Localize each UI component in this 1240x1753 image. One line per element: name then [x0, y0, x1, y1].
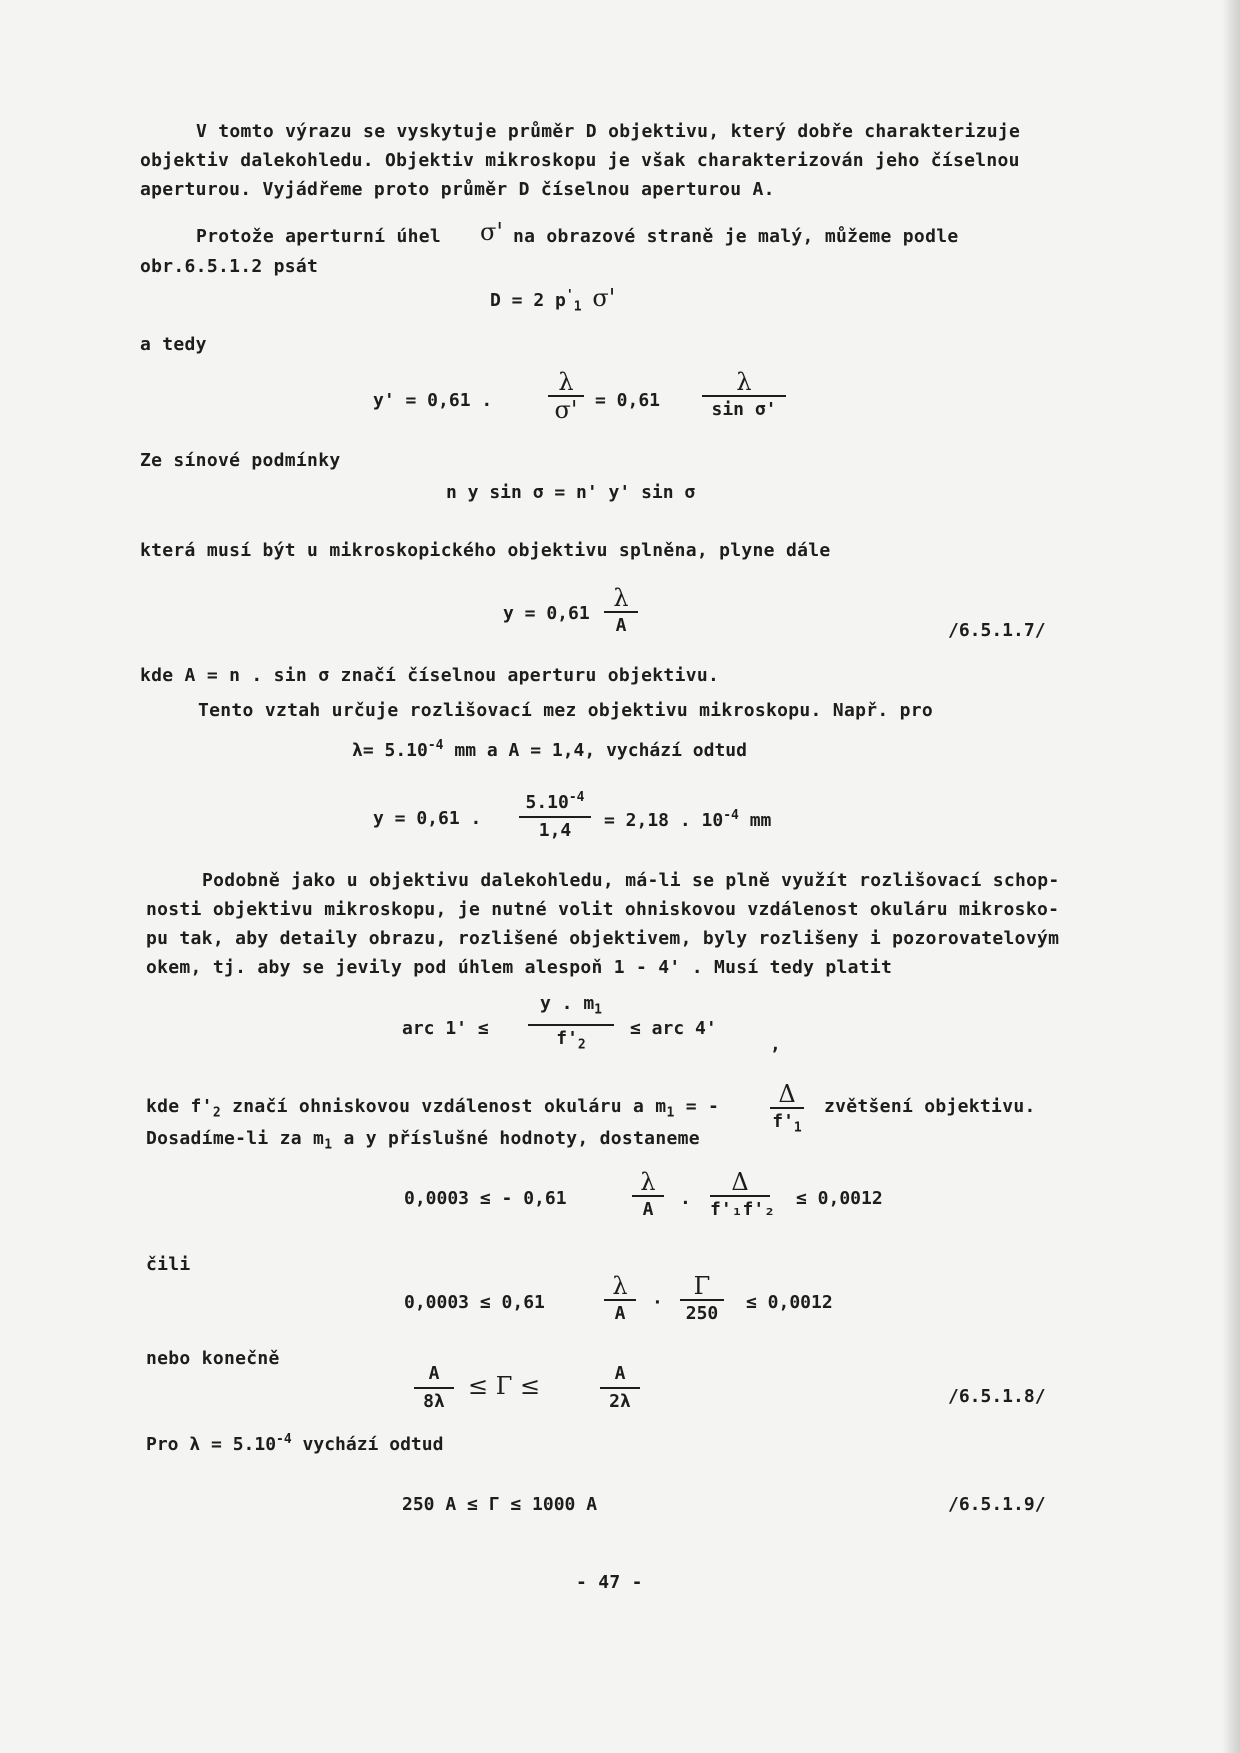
equation-y3-rhs-exp: -4	[723, 808, 739, 823]
fraction-denominator: A	[614, 1303, 626, 1324]
equation-y3-fraction	[519, 786, 591, 843]
page-number: - 47 -	[576, 1572, 643, 1593]
equation-number-6518: /6.5.1.8/	[948, 1386, 1046, 1407]
fraction-denominator-base: f'	[772, 1111, 794, 1132]
dosadime-line	[146, 1128, 700, 1153]
equation-ineq1-lhs: 0,0003 ≤ - 0,61	[404, 1188, 567, 1209]
fraction-bar	[519, 816, 591, 818]
equation-y2-fraction	[604, 586, 638, 638]
fraction-denominator: A	[642, 1199, 654, 1220]
equation-D-sigma: σ'	[592, 284, 616, 312]
sine-condition-after: která musí být u mikroskopického objektivu splněna, plyne dále	[140, 540, 831, 561]
paragraph-2-line-1a: Protože aperturní úhel	[196, 226, 442, 247]
paragraph-3-line-3: pu tak, aby detaily obrazu, rozlišené objektivem, byly rozlišeny i pozorovatelovým	[146, 928, 1060, 949]
paragraph-1-line-2: objektiv dalekohledu. Objektiv mikroskopu je však charakterizován jeho číselnou	[140, 150, 1020, 171]
paragraph-1-line-3: aperturou. Vyjádřeme proto průměr D číselnou aperturou A.	[140, 179, 775, 200]
fraction-numerator-base: y . m	[539, 993, 595, 1014]
pro-line-b: vychází odtud	[291, 1434, 444, 1455]
fraction-numerator: λ	[736, 368, 752, 396]
equation-y3-rhs-base: = 2,18 . 10	[604, 810, 724, 831]
pro-line-exp: -4	[276, 1432, 292, 1447]
fraction-numerator: Δ	[778, 1080, 796, 1108]
fraction-numerator: λ	[558, 368, 574, 396]
equation-ineq2-lhs: 0,0003 ≤ 0,61	[404, 1292, 545, 1313]
fraction-numerator: Δ	[731, 1168, 749, 1196]
equation-ineq1-dot: .	[680, 1188, 691, 1209]
pro-lambda-line	[146, 1432, 443, 1455]
fraction-numerator-exp: -4	[568, 790, 585, 805]
equation-ineq2-fraction-1	[604, 1274, 636, 1326]
equation-D	[490, 284, 615, 315]
lambda-line-exp: -4	[427, 738, 444, 753]
fraction-denominator: σ'	[554, 396, 578, 424]
lambda-line-a: λ= 5.10	[352, 740, 428, 761]
equation-arc-comma: ,	[770, 1034, 781, 1055]
equation-D-sub: 1	[573, 299, 582, 315]
equation-arc-fraction	[528, 992, 614, 1057]
equation-y1-lhs: y' = 0,61 .	[373, 390, 493, 411]
equation-y3-rhs	[604, 808, 771, 831]
pro-line-a: Pro λ = 5.10	[146, 1434, 277, 1455]
a-tedy: a tedy	[140, 334, 207, 355]
fraction-denominator	[770, 1110, 804, 1141]
fraction-denominator: 8λ	[423, 1391, 445, 1412]
fraction-numerator-base: 5.10	[525, 792, 569, 813]
kde-f-tail: zvětšení objektivu.	[824, 1096, 1036, 1117]
equation-gamma-fraction-2	[600, 1362, 640, 1414]
fraction-bar	[414, 1387, 454, 1389]
kde-f-c: = -	[674, 1096, 720, 1117]
sine-condition-intro: Ze sínové podmínky	[140, 450, 341, 471]
equation-ineq2-fraction-2	[680, 1274, 724, 1326]
equation-gamma-mid: ≤ Γ ≤	[468, 1372, 541, 1400]
fraction-denominator-sub: 1	[793, 1120, 802, 1136]
equation-ineq2-rhs: ≤ 0,0012	[746, 1292, 833, 1313]
equation-ineq1-fraction-2	[710, 1168, 776, 1222]
equation-number-6519: /6.5.1.9/	[948, 1494, 1046, 1515]
lambda-line	[352, 738, 747, 761]
kde-f-line	[146, 1096, 719, 1121]
fraction-numerator-sub: 1	[594, 1002, 602, 1018]
kde-f-a: kde f'	[146, 1096, 213, 1117]
equation-ineq1-fraction-1	[632, 1170, 664, 1222]
tento-line: Tento vztah určuje rozlišovací mez objektivu mikroskopu. Např. pro	[198, 700, 934, 721]
paragraph-3-line-2: nosti objektivu mikroskopu, je nutné volit ohniskovou vzdálenost okuláru mikrosko-	[146, 899, 1060, 920]
fraction-numerator	[519, 786, 591, 815]
equation-y1-mid: = 0,61	[595, 390, 661, 411]
equation-y1-fraction-1	[548, 370, 584, 422]
kde-f-b-sub: 1	[666, 1105, 675, 1121]
equation-arc-lhs: arc 1' ≤	[402, 1018, 489, 1039]
nebo-konecne: nebo konečně	[146, 1348, 280, 1369]
dosadime-sub: 1	[324, 1137, 333, 1153]
equation-final: 250 A ≤ Γ ≤ 1000 A	[402, 1494, 598, 1515]
fraction-numerator: λ	[613, 584, 629, 612]
fraction-denominator: sin σ'	[711, 399, 777, 420]
equation-gamma-fraction-1	[414, 1362, 454, 1414]
sigma-symbol: σ'	[480, 218, 503, 246]
fraction-numerator: A	[428, 1363, 440, 1384]
fraction-bar	[600, 1387, 640, 1389]
kde-f-fraction	[770, 1082, 804, 1141]
equation-D-sup: '	[565, 288, 574, 303]
fraction-denominator-sub: 2	[577, 1037, 586, 1053]
kde-f-a-sub: 2	[212, 1105, 221, 1121]
equation-sine-condition: n y sin σ = n' y' sin σ	[446, 482, 696, 503]
equation-arc-rhs: ≤ arc 4'	[630, 1018, 717, 1039]
lambda-line-b: mm a A = 1,4, vychází odtud	[443, 740, 747, 761]
fraction-numerator	[528, 992, 614, 1023]
fraction-numerator: A	[614, 1363, 626, 1384]
paragraph-2-line-1b: na obrazové straně je malý, můžeme podle	[513, 226, 959, 247]
cili: čili	[146, 1254, 191, 1275]
fraction-denominator-base: f'	[556, 1027, 578, 1049]
kde-A-line: kde A = n . sin σ značí číselnou aperturu objektivu.	[140, 665, 720, 686]
equation-y2-lhs: y = 0,61	[503, 603, 590, 624]
fraction-bar	[528, 1024, 614, 1026]
equation-y3-lhs: y = 0,61 .	[373, 808, 482, 829]
fraction-denominator: 1,4	[538, 820, 572, 841]
dosadime-b: a y příslušné hodnoty, dostaneme	[332, 1128, 700, 1149]
fraction-numerator: λ	[612, 1272, 628, 1300]
fraction-denominator: A	[615, 615, 627, 636]
dosadime-a: Dosadíme-li za m	[146, 1128, 325, 1149]
equation-y3-unit: mm	[738, 810, 772, 831]
equation-ineq2-dot: ·	[652, 1292, 663, 1313]
equation-ineq1-rhs: ≤ 0,0012	[796, 1188, 883, 1209]
paragraph-3-line-1: Podobně jako u objektivu dalekohledu, má-li se plně využít rozlišovací schop-	[202, 870, 1060, 891]
fraction-denominator: 250	[685, 1303, 719, 1324]
fraction-numerator: λ	[640, 1168, 656, 1196]
kde-f-b: značí ohniskovou vzdálenost okuláru a m	[220, 1096, 667, 1117]
fraction-denominator: f'₁f'₂	[710, 1199, 776, 1220]
equation-number-6517: /6.5.1.7/	[948, 620, 1046, 641]
fraction-denominator: 2λ	[609, 1391, 631, 1412]
paragraph-1-line-1: V tomto výrazu se vyskytuje průměr D objektivu, který dobře charakterizuje	[196, 121, 1021, 142]
equation-y1-fraction-2	[702, 370, 786, 422]
paragraph-2-line-2: obr.6.5.1.2 psát	[140, 256, 319, 277]
paragraph-3-line-4: okem, tj. aby se jevily pod úhlem alespoň 1 - 4' . Musí tedy platit	[146, 957, 893, 978]
fraction-numerator: Γ	[693, 1272, 711, 1300]
equation-D-lhs: D = 2 p	[490, 290, 566, 311]
page-edge-shadow	[1222, 0, 1240, 1753]
fraction-denominator	[528, 1027, 614, 1058]
